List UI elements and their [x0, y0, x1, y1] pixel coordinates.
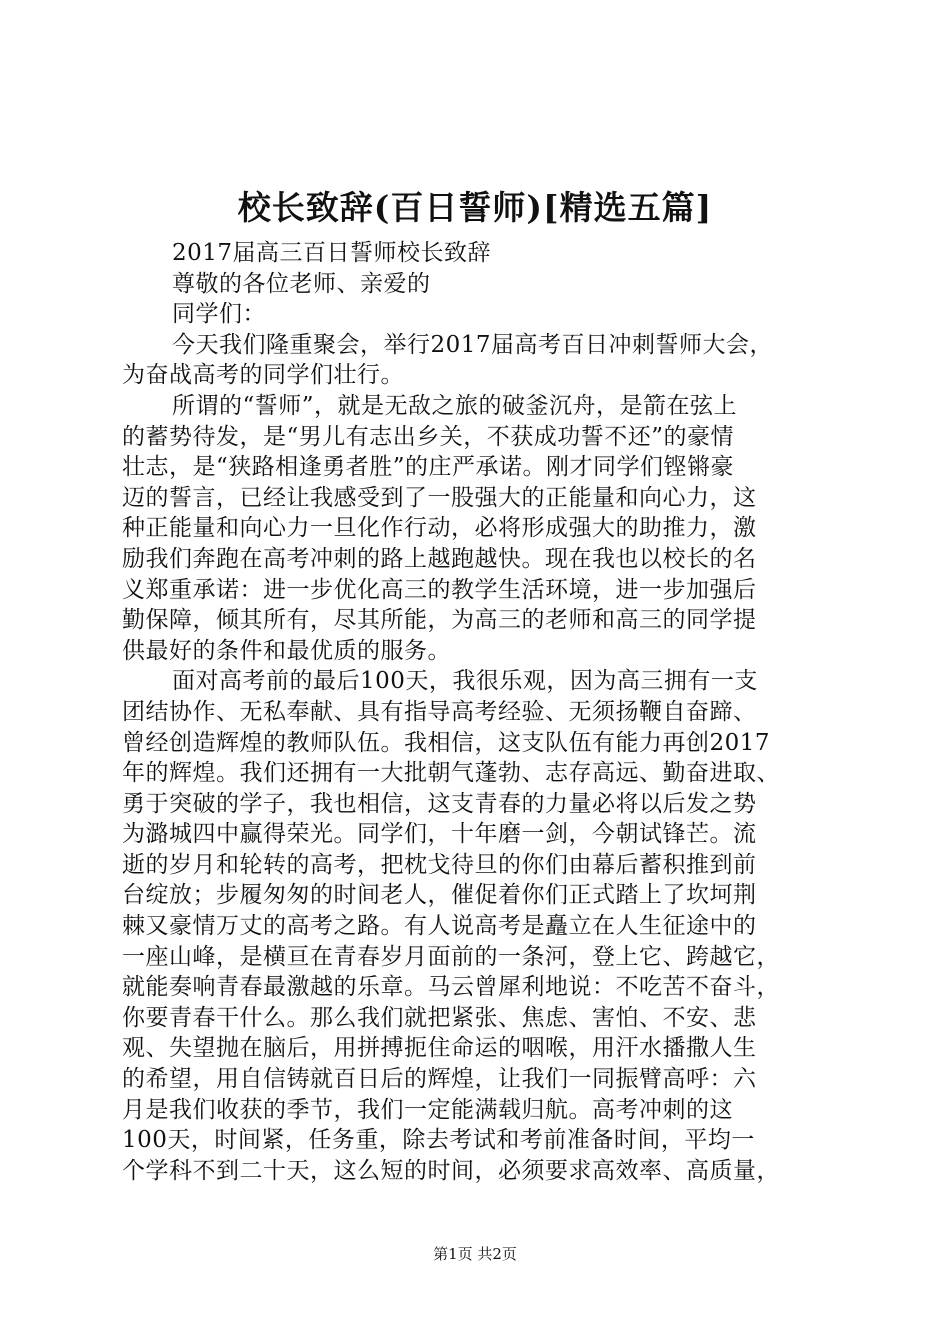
text-line: 勤保障，倾其所有，尽其所能，为高三的老师和高三的同学提 [122, 607, 757, 634]
text-line: 勇于突破的学子，我也相信，这支青春的力量必将以后发之势 [122, 790, 757, 817]
text-line: 供最好的条件和最优质的服务。 [122, 637, 451, 664]
text-line: 你要青春干什么。那么我们就把紧张、焦虑、害怕、不安、悲 [122, 1004, 757, 1031]
text-line: 的蓄势待发，是“男儿有志出乡关，不获成功誓不还”的豪情 [122, 423, 735, 450]
text-line: 2017届高三百日誓师校长致辞 [172, 240, 492, 266]
text-line: 的希望，用自信铸就百日后的辉煌，让我们一同振臂高呼：六 [122, 1066, 757, 1093]
text-line: 一座山峰，是横亘在青春岁月面前的一条河，登上它、跨越它， [122, 943, 780, 970]
text-line: 义郑重承诺：进一步优化高三的教学生活环境，进一步加强后 [122, 576, 757, 603]
text-line: 为潞城四中赢得荣光。同学们，十年磨一剑，今朝试锋芒。流 [122, 821, 757, 848]
text-line: 面对高考前的最后100天，我很乐观，因为高三拥有一支 [172, 668, 758, 695]
text-line: 团结协作、无私奉献、具有指导高考经验、无须扬鞭自奋蹄、 [122, 698, 757, 725]
text-line: 今天我们隆重聚会，举行2017届高考百日冲刺誓师大会， [172, 331, 774, 358]
text-line: 壮志，是“狭路相逢勇者胜”的庄严承诺。刚才同学们铿锵豪 [122, 454, 735, 481]
text-line: 尊敬的各位老师、亲爱的 [172, 270, 431, 297]
text-line: 曾经创造辉煌的教师队伍。我相信，这支队伍有能力再创2017 [122, 729, 771, 756]
text-line: 为奋战高考的同学们壮行。 [122, 362, 404, 389]
text-line: 迈的誓言，已经让我感受到了一股强大的正能量和向心力，这 [122, 484, 757, 511]
text-line: 就能奏响青春最激越的乐章。马云曾犀利地说：不吃苦不奋斗， [122, 974, 780, 1001]
page-number-footer: 第1页 共2页 [433, 1245, 517, 1263]
text-line: 月是我们收获的季节，我们一定能满载归航。高考冲刺的这 [122, 1096, 733, 1123]
text-line: 年的辉煌。我们还拥有一大批朝气蓬勃、志存高远、勤奋进取、 [122, 760, 780, 787]
text-line: 台绽放；步履匆匆的时间老人，催促着你们正式踏上了坎坷荆 [122, 882, 757, 909]
document-body [122, 238, 834, 1186]
text-line: 棘又豪情万丈的高考之路。有人说高考是矗立在人生征途中的 [122, 913, 757, 940]
document-title: 校长致辞(百日誓师)[精选五篇] [237, 188, 713, 227]
text-line: 个学科不到二十天，这么短的时间，必须要求高效率、高质量， [122, 1157, 780, 1184]
text-line: 励我们奔跑在高考冲刺的路上越跑越快。现在我也以校长的名 [122, 545, 757, 572]
text-line: 逝的岁月和轮转的高考，把枕戈待旦的你们由幕后蓄积推到前 [122, 851, 757, 878]
text-line: 观、失望抛在脑后，用拼搏扼住命运的咽喉，用汗水播撒人生 [122, 1035, 757, 1062]
text-line: 100天，时间紧，任务重，除去考试和考前准备时间，平均一 [122, 1127, 755, 1154]
text-line: 所谓的“誓师”，就是无敌之旅的破釜沉舟，是箭在弦上 [172, 392, 738, 419]
text-line: 种正能量和向心力一旦化作行动，必将形成强大的助推力，激 [122, 515, 757, 542]
text-line: 同学们： [172, 301, 266, 328]
